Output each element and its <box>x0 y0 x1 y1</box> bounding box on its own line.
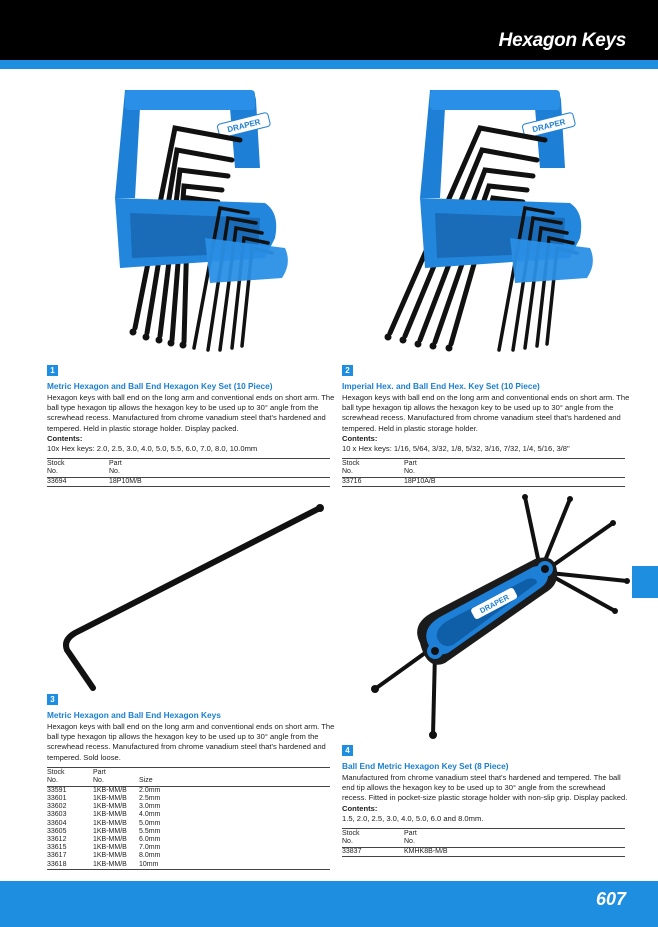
part-no-cell: 1KB-MM/B <box>93 852 127 860</box>
product-number-badge: 1 <box>47 365 58 376</box>
part-no-cell: 1KB-MM/B <box>93 861 139 870</box>
contents-text: 10x Hex keys: 2.0, 2.5, 3.0, 4.0, 5.0, 5.5, 6.0, 7.0, 8.0, 10.0mm <box>47 443 258 453</box>
stock-no-cell: 33618 <box>47 861 93 870</box>
stock-no-cell: 33603 <box>47 811 67 819</box>
size-cell: 5.0mm <box>139 819 161 827</box>
product-4 <box>342 740 632 857</box>
brand-logo: DRAPER <box>226 117 262 135</box>
table-row <box>47 811 330 819</box>
col-part-no: Part No. <box>404 828 625 847</box>
col-stock-no: Stock No. <box>342 828 404 847</box>
product-number-badge: 4 <box>342 745 353 756</box>
size-cell: 4.0mm <box>139 811 161 819</box>
stock-no-cell: 33837 <box>342 847 404 856</box>
page-title: Hexagon Keys <box>498 30 626 51</box>
part-no-cell: 18P10M/B <box>109 477 330 486</box>
stock-no-cell: 33617 <box>47 852 67 860</box>
size-cell: 7.0mm <box>139 844 161 852</box>
product-description: Manufactured from chrome vanadium steel that's hardened and tempered. The ball end tip allows the hexagon key to be used up to 30° angle from the screwhead recess. Fitted in pocket-size plastic storage holder with non-slip grip. Display packed. <box>342 773 628 803</box>
table-row <box>47 803 330 811</box>
contents-label: Contents: <box>342 803 378 813</box>
col-stock-no: Stock No. <box>47 767 93 786</box>
footer-bar <box>0 881 658 927</box>
stock-no-cell: 33591 <box>47 786 67 794</box>
part-no-cell: 1KB-MM/B <box>93 836 127 844</box>
part-no-cell: 1KB-MM/B <box>93 844 127 852</box>
contents-label: Contents: <box>342 433 378 443</box>
part-no-cell: 1KB-MM/B <box>93 827 127 835</box>
contents-label: Contents: <box>47 433 83 443</box>
brand-logo: DRAPER <box>531 117 567 135</box>
table-row <box>47 786 330 795</box>
part-no-cell: 1KB-MM/B <box>93 819 127 827</box>
page-number: 607 <box>595 889 626 909</box>
part-no-cell: KMHK8B-M/B <box>404 847 625 856</box>
product-title: Metric Hexagon and Ball End Hexagon Keys <box>47 710 221 720</box>
size-cell: 3.0mm <box>139 803 161 811</box>
product-3-image <box>55 500 330 700</box>
header-accent-stripe <box>0 60 658 69</box>
product-1-image <box>70 78 310 363</box>
stock-no-cell: 33694 <box>47 477 109 486</box>
part-no-cell: 1KB-MM/B <box>93 811 127 819</box>
stock-no-cell: 33602 <box>47 803 67 811</box>
size-cell: 6.0mm <box>139 836 161 844</box>
stock-no-cell: 33605 <box>47 827 67 835</box>
stock-no-cell: 33612 <box>47 836 67 844</box>
product-title: Ball End Metric Hexagon Key Set (8 Piece) <box>342 761 509 771</box>
product-2 <box>342 360 632 487</box>
stock-no-cell: 33716 <box>342 477 404 486</box>
size-cell: 2.0mm <box>139 786 161 794</box>
col-part-no: Part No. <box>109 458 330 477</box>
product-title: Metric Hexagon and Ball End Hexagon Key Set (10 Piece) <box>47 381 273 391</box>
product-number-badge: 2 <box>342 365 353 376</box>
table-row <box>47 828 330 836</box>
spec-table <box>342 458 625 487</box>
product-4-image <box>345 493 635 743</box>
brand-logo: DRAPER <box>478 592 511 616</box>
spec-table <box>47 767 330 870</box>
contents-text: 10 x Hex keys: 1/16, 5/64, 3/32, 1/8, 5/32, 3/16, 7/32, 1/4, 5/16, 3/8" <box>342 443 570 453</box>
size-cell: 2.5mm <box>139 795 161 803</box>
table-row <box>47 852 330 860</box>
product-2-image <box>375 78 615 363</box>
product-description: Hexagon keys with ball end on the long arm and conventional ends on short arm. The ball type hexagon tip allows the hexagon key to be used up to 30° angle from the screwhead recess. Manufactured from chrome vanadium steel that's hardened and tempered. Held in plastic storage holder. <box>342 393 630 433</box>
stock-no-cell: 33604 <box>47 819 67 827</box>
table-row <box>47 861 330 870</box>
table-row <box>47 477 330 486</box>
table-row <box>47 795 330 803</box>
part-no-cell: 1KB-MM/B <box>93 795 127 803</box>
col-part-no: Part No. <box>404 458 625 477</box>
part-no-cell: 1KB-MM/B <box>93 803 127 811</box>
stock-no-cell: 33601 <box>47 795 67 803</box>
product-3 <box>47 689 337 870</box>
spec-table <box>47 458 330 487</box>
size-cell: 10mm <box>139 861 330 870</box>
stock-no-cell: 33615 <box>47 844 67 852</box>
col-part-no: Part No. <box>93 767 139 786</box>
table-row <box>47 844 330 852</box>
product-title: Imperial Hex. and Ball End Hex. Key Set (10 Piece) <box>342 381 540 391</box>
col-stock-no: Stock No. <box>342 458 404 477</box>
contents-text: 1.5, 2.0, 2.5, 3.0, 4.0, 5.0, 6.0 and 8.0mm. <box>342 813 484 823</box>
product-description: Hexagon keys with ball end on the long arm and conventional ends on short arm. The ball type hexagon tip allows the hexagon key to be used up to 30° angle from the screwhead recess. Manufactured from chrome vanadium steel that's hardened and tempered. Held in plastic storage holder. Display packed. <box>47 393 335 433</box>
product-description: Hexagon keys with ball end on the long arm and conventional ends on short arm. The ball type hexagon tip allows the hexagon key to be used up to 30° angle from the screwhead recess. Manufactured from chrome vanadium steel that's hardened and tempered. Sold loose. <box>47 722 335 762</box>
part-no-cell: 18P10A/B <box>404 477 625 486</box>
table-row <box>47 820 330 828</box>
table-row <box>342 477 625 486</box>
table-row <box>342 847 625 856</box>
col-size: Size <box>139 767 330 786</box>
table-row <box>47 836 330 844</box>
size-cell: 8.0mm <box>139 852 161 860</box>
section-tab <box>632 566 658 598</box>
part-no-cell: 1KB-MM/B <box>93 786 127 794</box>
spec-table <box>342 828 625 857</box>
product-1 <box>47 360 337 487</box>
product-number-badge: 3 <box>47 694 58 705</box>
col-stock-no: Stock No. <box>47 458 109 477</box>
size-cell: 5.5mm <box>139 827 161 835</box>
